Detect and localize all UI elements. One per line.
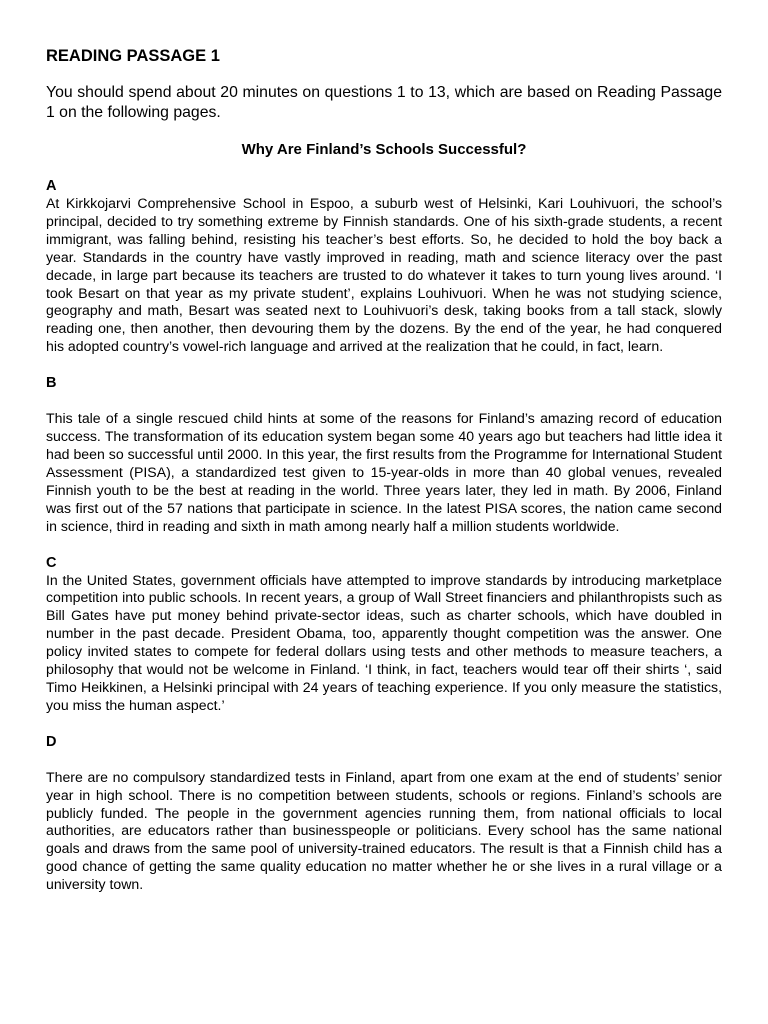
section-b-paragraph: This tale of a single rescued child hints at some of the reasons for Finland’s amazing record of education success. The transformation of its education system began some 40 years ago but teachers had little idea it had been so successful until 2000. In this year, the first results from the Programme for International Student Assessment (PISA), a standardized test given to 15-year-olds in more than 40 global venues, revealed Finnish youth to be the best at reading in the world. Three years later, they led in math. By 2006, Finland was first out of the 57 nations that participate in science. In the latest PISA scores, the nation came second in science, third in reading and sixth in math among nearly half a million students worldwide. <box>46 410 722 534</box>
instructions-text: You should spend about 20 minutes on questions 1 to 13, which are based on Reading Passage 1 on the following pages. <box>46 84 722 121</box>
article-title: Why Are Finland’s Schools Successful? <box>241 141 527 158</box>
section-d-paragraph: There are no compulsory standardized tests in Finland, apart from one exam at the end of students’ senior year in high school. There is no competition between students, schools or regions. Finland’s schools are publicly funded. The people in the government agencies running them, from national officials to local authorities, are educators rather than businesspeople or politicians. Every school has the same national goals and draws from the same pool of university-trained educators. The result is that a Finnish child has a good chance of getting the same quality education no matter whether he or she lives in a rural village or a university town. <box>46 768 722 893</box>
section-a-label: A <box>46 178 57 194</box>
section-d-label: D <box>46 733 57 750</box>
passage-heading: READING PASSAGE 1 <box>46 47 220 65</box>
section-a-paragraph: At Kirkkojarvi Comprehensive School in Espoo, a suburb west of Helsinki, Kari Louhivuori, the school’s principal, decided to try something extreme by Finnish standards. One of his sixth-grade students, a recent immigrant, was falling behind, resisting his teacher’s best efforts. So, he decided to hold the boy back a year. Standards in the country have vastly improved in reading, math and science literacy over the past decade, in large part because its teachers are trusted to do whatever it takes to turn young lives around. ‘I took Besart on that year as my private student’, explains Louhivuori. When he was not studying science, geography and math, Besart was seated next to Louhivuori’s desk, taking books from a tall stack, slowly reading one, then another, then devouring them by the dozens. By the end of the year, he had conquered his adopted country’s vowel-rich language and arrived at the realization that he could, in fact, learn. <box>46 195 722 355</box>
section-c-paragraph: In the United States, government officials have attempted to improve standards by introducing marketplace competition into public schools. In recent years, a group of Wall Street financiers and philanthropists such as Bill Gates have put money behind private-sector ideas, such as charter schools, which have doubled in number in the past decade. President Obama, too, apparently thought competition was the answer. One policy invited states to compete for federal dollars using tests and other methods to measure teachers, a philosophy that would not be welcome in Finland. ‘I think, in fact, teachers would tear off their shirts ‘, said Timo Heikkinen, a Helsinki principal with 24 years of teaching experience. If you only measure the statistics, you miss the human aspect.’ <box>46 571 722 713</box>
section-b-label: B <box>46 375 57 392</box>
section-c-label: C <box>46 554 57 571</box>
